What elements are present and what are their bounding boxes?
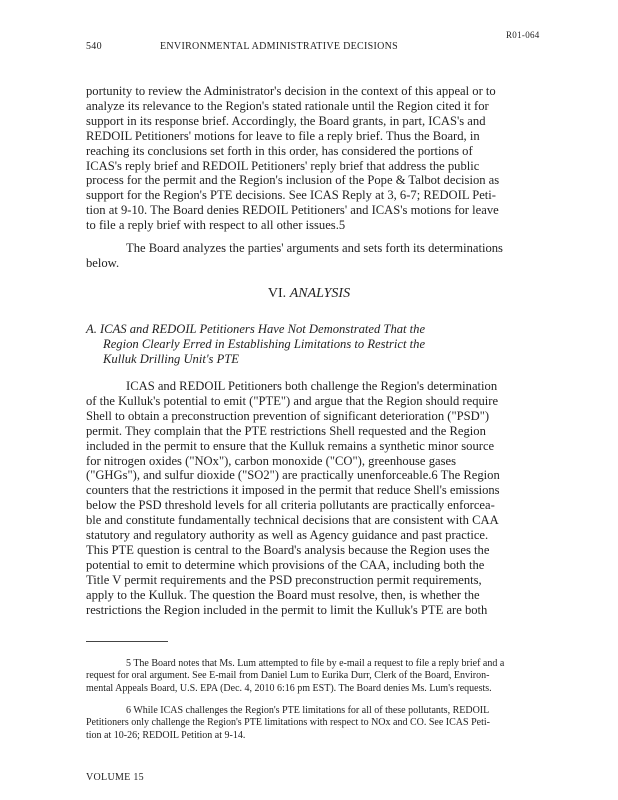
subsection-line: Kulluk Drilling Unit's PTE	[103, 352, 239, 366]
text-line: 5 The Board notes that Ms. Lum attempted to file by e-mail a request to file a reply brief and a	[126, 658, 505, 669]
section-number: VI.	[267, 286, 287, 301]
subsection-line: A. ICAS and REDOIL Petitioners Have Not Demonstrated That the	[86, 322, 426, 336]
subsection-heading	[86, 322, 425, 367]
footnote-divider	[86, 641, 168, 642]
text-line: tion at 10-26; REDOIL Petition at 9-14.	[86, 729, 246, 741]
text-line: support for the Region's PTE decisions. See ICAS Reply at 3, 6-7; REDOIL Peti-	[86, 188, 497, 203]
text-line: below the PSD threshold levels for all criteria pollutants are practically enforcea-	[86, 498, 495, 513]
page-number: 540	[86, 41, 102, 52]
running-title: ENVIRONMENTAL ADMINISTRATIVE DECISIONS	[160, 41, 398, 52]
text-line: to file a reply brief with respect to all other issues.5	[86, 218, 346, 233]
text-line: for nitrogen oxides ("NOx"), carbon monoxide ("CO"), greenhouse gases	[86, 453, 456, 468]
paragraph-pte-challenge	[86, 379, 500, 618]
section-title: ANALYSIS	[289, 286, 351, 301]
text-line: apply to the Kulluk. The question the Board must resolve, then, is whether the	[86, 587, 480, 602]
section-heading	[0, 286, 618, 302]
text-line: tion at 9-10. The Board denies REDOIL Petitioners' and ICAS's motions for leave	[86, 203, 499, 218]
text-line: ble and constitute fundamentally technical decisions that are consistent with CAA	[86, 513, 499, 528]
text-line: Petitioners only challenge the Region's PTE limitations with respect to NOx and CO. See ICAS Peti-	[86, 717, 490, 729]
text-line: statutory and regulatory authority as well as Agency guidance and past practice.	[86, 528, 489, 543]
text-line: This PTE question is central to the Board's analysis because the Region uses the	[86, 542, 490, 557]
text-line: included in the permit to ensure that the Kulluk remains a synthetic minor source	[86, 438, 495, 453]
text-line: ICAS and REDOIL Petitioners both challenge the Region's determination	[126, 379, 498, 393]
text-line: REDOIL Petitioners' motions for leave to file a reply brief. Thus the Board, in	[86, 128, 480, 143]
footnote-6	[86, 705, 490, 742]
text-line: process for the permit and the Region's inclusion of the Pope & Talbot decision as	[86, 173, 500, 188]
docket-number: R01-064	[506, 30, 540, 40]
volume-label: VOLUME 15	[86, 772, 144, 783]
paragraph-board-analyzes	[86, 241, 503, 271]
text-line: 6 While ICAS challenges the Region's PTE limitations for all of these pollutants, REDOIL	[126, 705, 490, 716]
paragraph-continuation	[86, 84, 500, 233]
text-line: ("GHGs"), and sulfur dioxide ("SO2") are practically unenforceable.6 The Region	[86, 468, 500, 483]
text-line: Title V permit requirements and the PSD preconstruction permit requirements,	[86, 572, 482, 587]
text-line: support in its response brief. Accordingly, the Board grants, in part, ICAS's and	[86, 113, 486, 128]
text-line: of the Kulluk's potential to emit ("PTE") and argue that the Region should require	[86, 393, 499, 408]
text-line: The Board analyzes the parties' arguments and sets forth its determinations	[126, 241, 503, 255]
text-line: mental Appeals Board, U.S. EPA (Dec. 4, 2010 6:16 pm EST). The Board denies Ms. Lum's requests.	[86, 682, 492, 694]
text-line: restrictions the Region included in the permit to limit the Kulluk's PTE are both	[86, 602, 488, 617]
text-line: permit. They complain that the PTE restrictions Shell requested and the Region	[86, 423, 486, 438]
text-line: potential to emit to determine which provisions of the CAA, including both the	[86, 557, 485, 572]
footnote-5	[86, 658, 505, 695]
text-line: analyze its relevance to the Region's stated rationale until the Region cited it for	[86, 98, 489, 113]
text-line: Shell to obtain a preconstruction prevention of significant deterioration ("PSD")	[86, 408, 490, 423]
text-line: below.	[86, 255, 120, 270]
subsection-line: Region Clearly Erred in Establishing Limitations to Restrict the	[103, 337, 426, 351]
text-line: ICAS's reply brief and REDOIL Petitioners' reply brief that address the public	[86, 158, 480, 173]
text-line: portunity to review the Administrator's decision in the context of this appeal or to	[86, 84, 496, 98]
text-line: request for oral argument. See E-mail from Daniel Lum to Eurika Durr, Clerk of the Board, Environ-	[86, 670, 490, 682]
text-line: counters that the restrictions it imposed in the permit that reduce Shell's emissions	[86, 483, 500, 498]
text-line: reaching its conclusions set forth in this order, has considered the portions of	[86, 143, 473, 158]
